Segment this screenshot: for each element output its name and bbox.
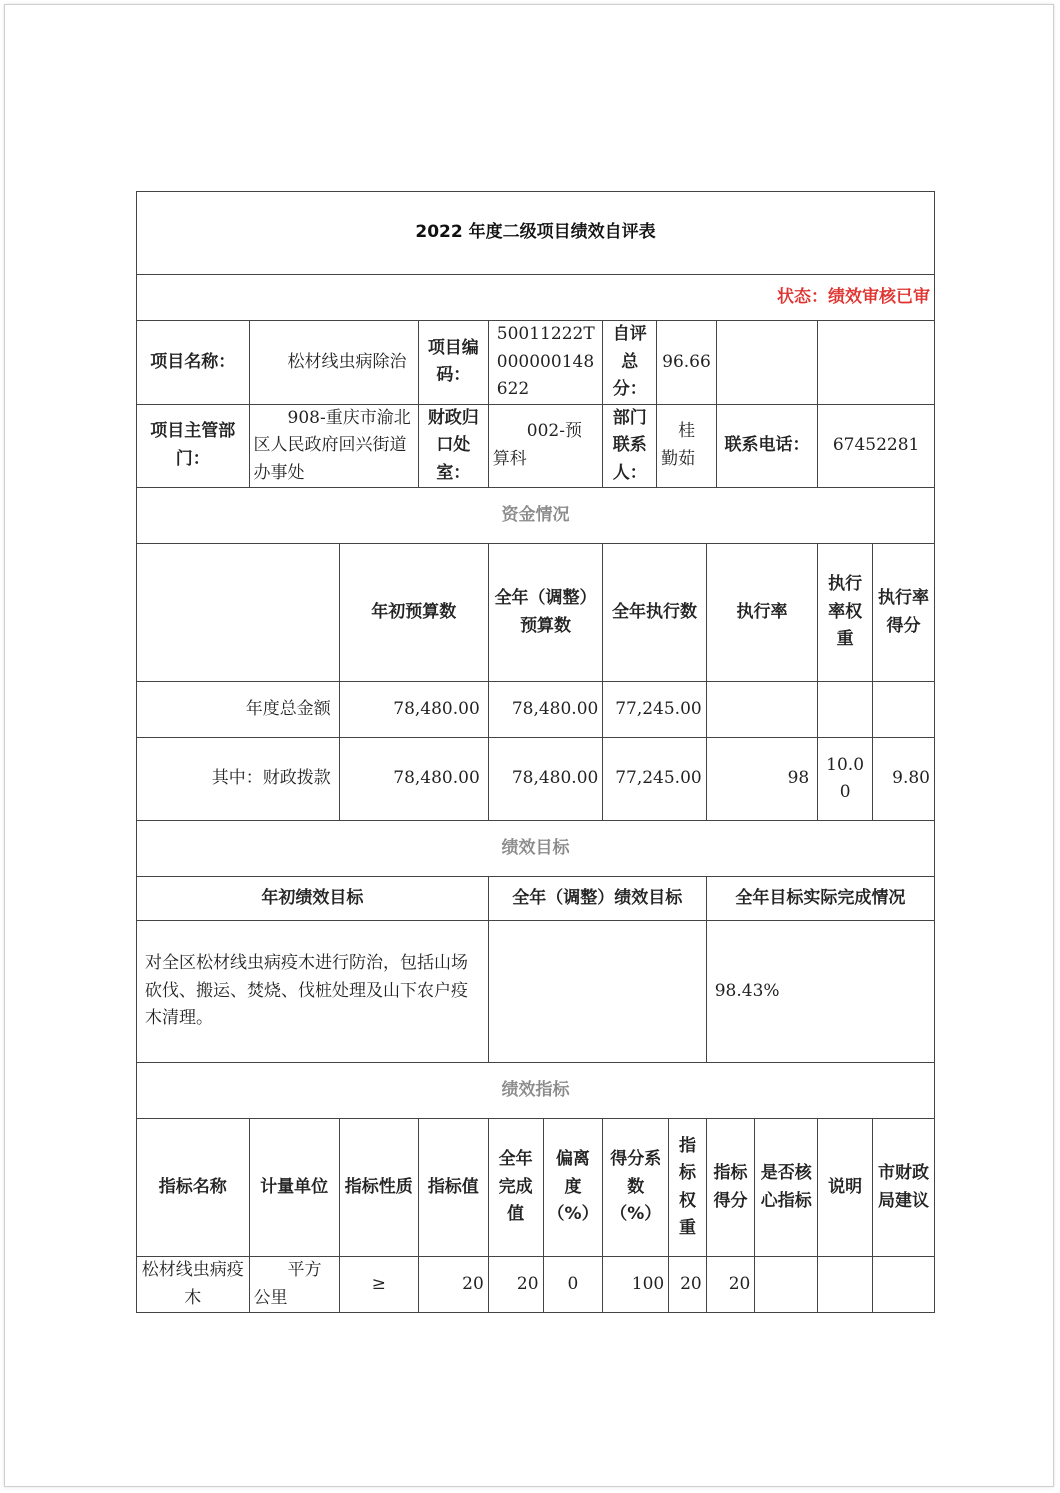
funds-initial: 78,480.00 <box>339 738 488 821</box>
ind-name: 松材线虫病疫木 <box>137 1257 250 1313</box>
funds-adjusted: 78,480.00 <box>488 682 603 738</box>
project-name-label: 项目名称： <box>137 321 250 405</box>
project-code-label: 项目编码： <box>418 321 488 405</box>
funds-header-empty <box>137 544 340 682</box>
goals-header-initial: 年初绩效目标 <box>137 877 489 921</box>
ind-header-name: 指标名称 <box>137 1119 250 1257</box>
goals-initial-text: 对全区松材线虫病疫木进行防治，包括山场砍伐、搬运、焚烧、伐桩处理及山下农户疫木清理。 <box>137 921 489 1063</box>
funds-header-executed: 全年执行数 <box>603 544 706 682</box>
phone-label: 联系电话： <box>716 404 817 488</box>
funds-header-score: 执行率得分 <box>872 544 934 682</box>
ind-core <box>755 1257 818 1313</box>
funds-score <box>872 682 934 738</box>
ind-header-value: 指标值 <box>418 1119 488 1257</box>
ind-actual: 20 <box>488 1257 543 1313</box>
funds-header-rate: 执行率 <box>706 544 818 682</box>
funds-section-title: 资金情况 <box>137 488 935 544</box>
phone-value: 67452281 <box>818 404 935 488</box>
managing-dept-value: 908-重庆市渝北区人民政府回兴街道办事处 <box>249 404 418 488</box>
funds-header-initial: 年初预算数 <box>339 544 488 682</box>
funds-header-adjusted: 全年（调整）预算数 <box>488 544 603 682</box>
funds-rate: 98 <box>706 738 818 821</box>
ind-value: 20 <box>418 1257 488 1313</box>
ind-unit: 平方公里 <box>249 1257 339 1313</box>
ind-deviation: 0 <box>543 1257 603 1313</box>
ind-advice <box>872 1257 934 1313</box>
funds-rate <box>706 682 818 738</box>
dept-contact-value: 桂勤茹 <box>657 404 717 488</box>
page-title: 2022 年度二级项目绩效自评表 <box>137 192 935 275</box>
status-label: 状态： <box>777 286 828 307</box>
ind-nature: ≥ <box>339 1257 418 1313</box>
ind-header-core: 是否核心指标 <box>755 1119 818 1257</box>
goals-section-title: 绩效目标 <box>137 821 935 877</box>
table-row <box>137 1257 935 1313</box>
managing-dept-label: 项目主管部门： <box>137 404 250 488</box>
funds-score: 9.80 <box>872 738 934 821</box>
self-score-label: 自评总分： <box>603 321 657 405</box>
ind-header-score: 指标得分 <box>706 1119 755 1257</box>
goals-header-actual: 全年目标实际完成情况 <box>706 877 934 921</box>
empty-cell <box>818 321 935 405</box>
status-value: 绩效审核已审 <box>828 286 930 307</box>
table-row <box>137 682 935 738</box>
funds-row-label: 年度总金额 <box>137 682 340 738</box>
ind-header-note: 说明 <box>818 1119 873 1257</box>
project-code-value: 50011222T000000148622 <box>488 321 603 405</box>
funds-executed: 77,245.00 <box>603 738 706 821</box>
ind-header-nature: 指标性质 <box>339 1119 418 1257</box>
funds-row-label: 其中：财政拨款 <box>137 738 340 821</box>
project-name-value: 松材线虫病除治 <box>249 321 418 405</box>
ind-note <box>818 1257 873 1313</box>
evaluation-form <box>136 191 935 1313</box>
goals-header-adjusted: 全年（调整）绩效目标 <box>488 877 706 921</box>
ind-header-advice: 市财政局建议 <box>872 1119 934 1257</box>
finance-office-value: 002-预算科 <box>488 404 603 488</box>
funds-weight <box>818 682 873 738</box>
funds-header-weight: 执行率权重 <box>818 544 873 682</box>
status-badge <box>137 275 935 321</box>
ind-header-weight: 指标权重 <box>669 1119 707 1257</box>
self-score-value: 96.66 <box>657 321 717 405</box>
ind-weight: 20 <box>669 1257 707 1313</box>
ind-coef: 100 <box>603 1257 669 1313</box>
ind-score: 20 <box>706 1257 755 1313</box>
empty-cell <box>716 321 817 405</box>
ind-header-coef: 得分系数（%） <box>603 1119 669 1257</box>
dept-contact-label: 部门联系人： <box>603 404 657 488</box>
ind-header-actual: 全年完成值 <box>488 1119 543 1257</box>
funds-executed: 77,245.00 <box>603 682 706 738</box>
table-row <box>137 738 935 821</box>
funds-weight: 10.00 <box>818 738 873 821</box>
ind-header-deviation: 偏离度（%） <box>543 1119 603 1257</box>
indicators-section-title: 绩效指标 <box>137 1063 935 1119</box>
ind-header-unit: 计量单位 <box>249 1119 339 1257</box>
goals-adjusted-text <box>488 921 706 1063</box>
finance-office-label: 财政归口处室： <box>418 404 488 488</box>
funds-adjusted: 78,480.00 <box>488 738 603 821</box>
goals-actual-text: 98.43% <box>706 921 934 1063</box>
funds-initial: 78,480.00 <box>339 682 488 738</box>
